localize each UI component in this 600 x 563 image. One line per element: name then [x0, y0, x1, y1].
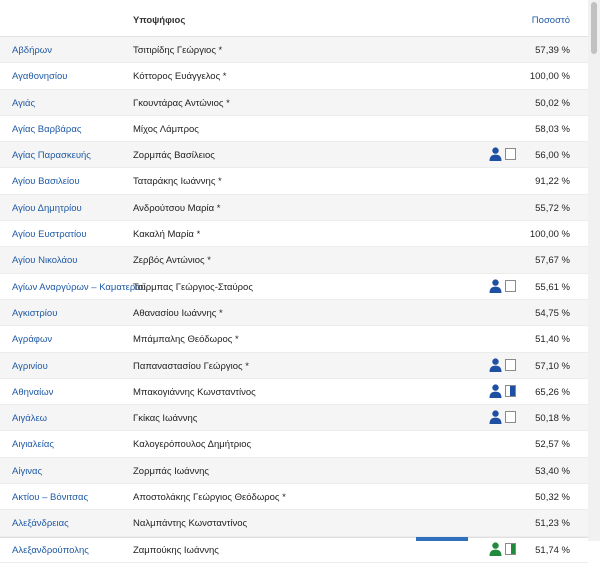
percent-value: 57,67 % [535, 255, 570, 267]
scrollbar-thumb[interactable] [591, 2, 597, 54]
candidate-name: Μπάμπαλης Θεόδωρος * [133, 334, 239, 346]
party-flag-icon [505, 543, 516, 555]
table-row [0, 221, 588, 247]
column-header-candidate[interactable]: Υποψήφιος [133, 15, 186, 26]
municipality-link[interactable]: Αγράφων [12, 334, 53, 346]
percent-value: 51,40 % [535, 334, 570, 346]
municipality-link[interactable]: Αίγινας [12, 465, 43, 477]
party-badge [489, 147, 516, 161]
candidate-name: Γκίκας Ιωάννης [133, 413, 198, 425]
table-row [0, 142, 588, 168]
municipality-link[interactable]: Αβδήρων [12, 45, 52, 56]
person-icon [489, 147, 502, 161]
municipality-link[interactable]: Αιγάλεω [12, 413, 48, 425]
table-row [0, 326, 588, 352]
municipality-link[interactable]: Αγρινίου [12, 360, 48, 372]
party-badge [489, 358, 516, 372]
municipality-link[interactable]: Αγίου Βασιλείου [12, 176, 80, 188]
table-header [0, 0, 588, 37]
candidate-name: Αποστολάκης Γεώργιος Θεόδωρος * [133, 492, 286, 504]
table-row [0, 274, 588, 300]
percent-value: 91,22 % [535, 176, 570, 188]
candidate-name: Ζορμπάς Ιωάννης [133, 465, 210, 477]
table-row [0, 247, 588, 273]
table-row [0, 458, 588, 484]
percent-value: 100,00 % [529, 71, 570, 83]
table-row [0, 431, 588, 457]
candidate-name: Μίχος Λάμπρος [133, 123, 199, 135]
percent-value: 55,61 % [535, 281, 570, 293]
percent-value: 50,02 % [535, 97, 570, 109]
candidate-name: Τσιτιρίδης Γεώργιος * [133, 45, 223, 56]
person-icon [489, 358, 502, 372]
municipality-link[interactable]: Αγίου Δημητρίου [12, 202, 82, 214]
table-row [0, 353, 588, 379]
column-header-percent[interactable]: Ποσοστό [531, 15, 570, 26]
table-row [0, 379, 588, 405]
candidate-name: Παπαναστασίου Γεώργιος * [133, 360, 249, 372]
candidate-name: Κόττορος Ευάγγελος * [133, 71, 227, 83]
party-flag-icon [505, 411, 516, 423]
municipality-link[interactable]: Αγίων Αναργύρων – Καματερού [12, 281, 146, 293]
municipality-link[interactable]: Αθηναίων [12, 386, 54, 398]
table-row [0, 90, 588, 116]
percent-value: 50,18 % [535, 413, 570, 425]
table-row [0, 300, 588, 326]
candidate-name: Ζαμπούκης Ιωάννης [133, 544, 219, 556]
bottom-button-edge[interactable] [416, 537, 468, 541]
percent-value: 58,03 % [535, 123, 570, 135]
percent-value: 100,00 % [529, 229, 570, 241]
candidate-name: Ταταράκης Ιωάννης * [133, 176, 222, 188]
municipality-link[interactable]: Αγκιστρίου [12, 307, 58, 319]
candidate-name: Κακαλή Μαρία * [133, 229, 201, 241]
table-row [0, 510, 588, 536]
municipality-link[interactable]: Αγαθονησίου [12, 71, 68, 83]
municipality-link[interactable]: Αιγιαλείας [12, 439, 54, 451]
candidate-name: Ανδρούτσου Μαρία * [133, 202, 221, 214]
municipality-link[interactable]: Αγιάς [12, 97, 36, 109]
table-row [0, 116, 588, 142]
municipality-link[interactable]: Αγίου Ευστρατίου [12, 229, 87, 241]
party-badge [489, 542, 516, 556]
municipality-link[interactable]: Αλεξάνδρειας [12, 518, 69, 530]
percent-value: 51,74 % [535, 544, 570, 556]
table-row [0, 37, 588, 63]
table-row [0, 195, 588, 221]
candidate-name: Ναλμπάντης Κωνσταντίνος [133, 518, 248, 530]
municipality-link[interactable]: Αγίας Παρασκευής [12, 150, 91, 162]
person-icon [489, 542, 502, 556]
party-flag-icon [505, 280, 516, 292]
percent-value: 52,57 % [535, 439, 570, 451]
table-body [0, 37, 588, 563]
candidate-name: Ζορμπάς Βασίλειος [133, 150, 215, 162]
percent-value: 55,72 % [535, 202, 570, 214]
person-icon [489, 410, 502, 424]
table-row [0, 537, 588, 563]
party-badge [489, 384, 516, 398]
municipality-link[interactable]: Αλεξανδρούπολης [12, 544, 89, 556]
candidate-name: Γκουντάρας Αντώνιος * [133, 97, 230, 109]
percent-value: 57,10 % [535, 360, 570, 372]
municipality-link[interactable]: Ακτίου – Βόνιτσας [12, 492, 89, 504]
percent-value: 56,00 % [535, 150, 570, 162]
candidate-name: Ζερβός Αντώνιος * [133, 255, 211, 267]
percent-value: 53,40 % [535, 465, 570, 477]
percent-value: 65,26 % [535, 386, 570, 398]
table-row [0, 63, 588, 89]
party-flag-icon [505, 385, 516, 397]
table-row [0, 168, 588, 194]
municipality-link[interactable]: Αγίου Νικολάου [12, 255, 78, 267]
candidate-name: Μπακογιάννης Κωνσταντίνος [133, 386, 256, 398]
party-flag-icon [505, 359, 516, 371]
party-badge [489, 410, 516, 424]
table-row [0, 405, 588, 431]
divider [0, 537, 588, 538]
percent-value: 57,39 % [535, 45, 570, 56]
person-icon [489, 384, 502, 398]
percent-value: 51,23 % [535, 518, 570, 530]
party-flag-icon [505, 148, 516, 160]
percent-value: 50,32 % [535, 492, 570, 504]
municipality-link[interactable]: Αγίας Βαρβάρας [12, 123, 82, 135]
percent-value: 54,75 % [535, 307, 570, 319]
candidate-name: Αθανασίου Ιωάννης * [133, 307, 223, 319]
table-row [0, 484, 588, 510]
party-badge [489, 279, 516, 293]
person-icon [489, 279, 502, 293]
candidate-name: Τσίρμπας Γεώργιος-Σταύρος [133, 281, 253, 293]
candidate-name: Καλογερόπουλος Δημήτριος [133, 439, 252, 451]
vertical-scrollbar[interactable] [588, 0, 600, 541]
